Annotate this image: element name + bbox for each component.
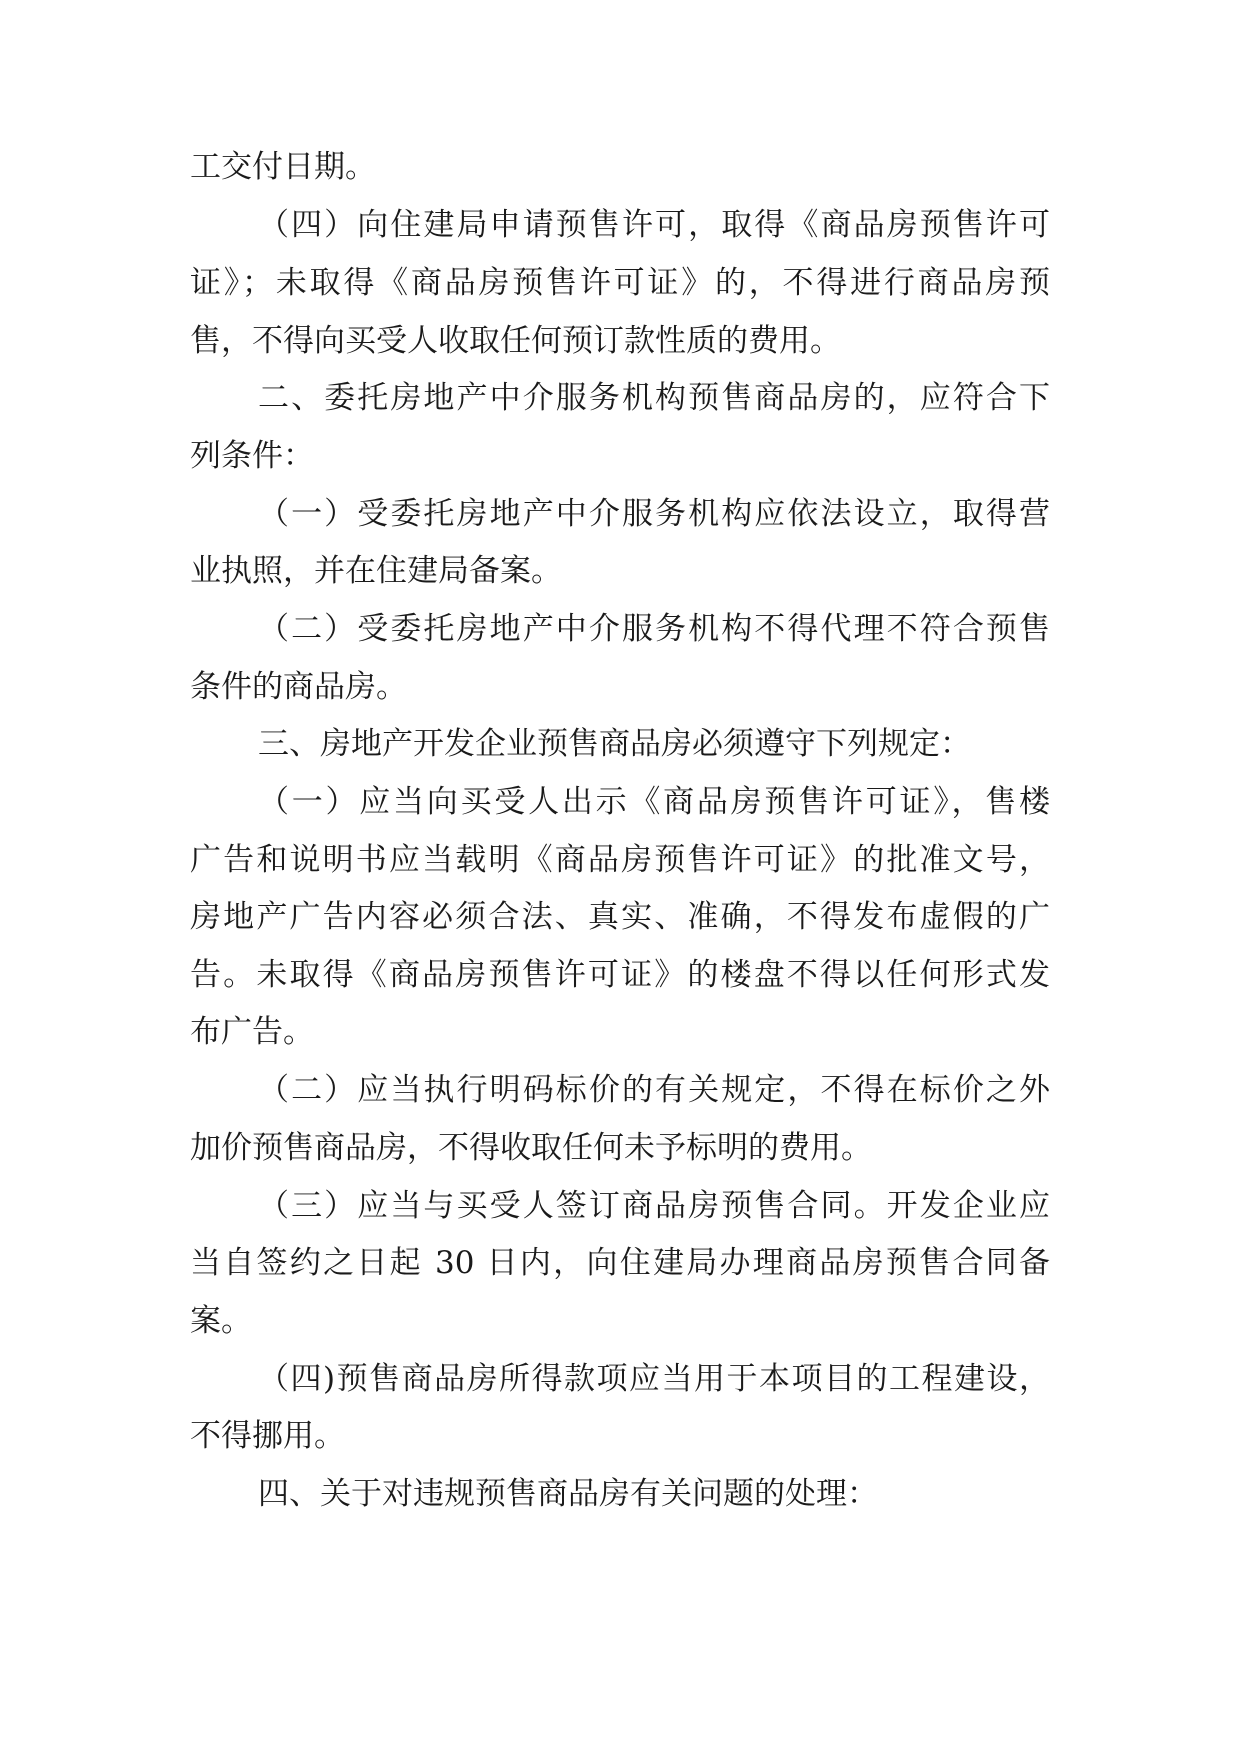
text-line: 房地产广告内容必须合法、真实、准确，不得发布虚假的广 bbox=[190, 899, 1050, 935]
text-line: 布广告。 bbox=[190, 1014, 314, 1050]
text-line: （一）受委托房地产中介服务机构应依法设立，取得营 bbox=[258, 496, 1050, 532]
text-line: 三、房地产开发企业预售商品房必须遵守下列规定： bbox=[258, 726, 971, 762]
text-line: 证》；未取得《商品房预售许可证》的，不得进行商品房预 bbox=[190, 265, 1050, 301]
text-line: 售，不得向买受人收取任何预订款性质的费用。 bbox=[190, 323, 841, 359]
text-line: 二、委托房地产中介服务机构预售商品房的，应符合下 bbox=[258, 380, 1050, 416]
text-line: 加价预售商品房，不得收取任何未予标明的费用。 bbox=[190, 1130, 872, 1166]
text-line: 告。未取得《商品房预售许可证》的楼盘不得以任何形式发 bbox=[190, 957, 1050, 993]
text-line: （四)预售商品房所得款项应当用于本项目的工程建设， bbox=[258, 1361, 1050, 1397]
text-line: 四、关于对违规预售商品房有关问题的处理： bbox=[258, 1476, 878, 1512]
text-line: 广告和说明书应当载明《商品房预售许可证》的批准文号， bbox=[190, 842, 1050, 878]
text-line: （四）向住建局申请预售许可，取得《商品房预售许可 bbox=[258, 207, 1050, 243]
text-line: 条件的商品房。 bbox=[190, 669, 407, 705]
text-line: （三）应当与买受人签订商品房预售合同。开发企业应 bbox=[258, 1188, 1050, 1224]
text-line: 业执照，并在住建局备案。 bbox=[190, 553, 562, 589]
text-line: 列条件： bbox=[190, 438, 314, 474]
text-line: 不得挪用。 bbox=[190, 1418, 345, 1454]
text-line: 案。 bbox=[190, 1303, 252, 1339]
text-line: （二）应当执行明码标价的有关规定，不得在标价之外 bbox=[258, 1072, 1050, 1108]
text-line: （一）应当向买受人出示《商品房预售许可证》，售楼 bbox=[258, 784, 1050, 820]
text-line: 工交付日期。 bbox=[190, 149, 376, 185]
text-line: 当自签约之日起 30 日内，向住建局办理商品房预售合同备 bbox=[190, 1245, 1050, 1281]
text-line: （二）受委托房地产中介服务机构不得代理不符合预售 bbox=[258, 611, 1050, 647]
